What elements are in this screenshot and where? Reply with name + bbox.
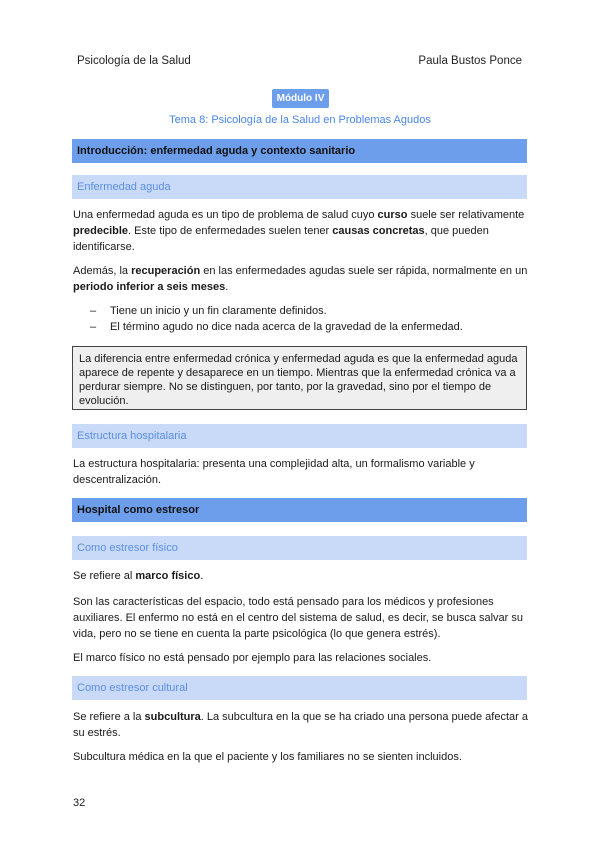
bold-term: predecible xyxy=(73,225,129,237)
subheading-estructura-hospitalaria: Estructura hospitalaria xyxy=(72,424,527,448)
header-course-title: Psicología de la Salud xyxy=(77,55,191,67)
paragraph-hospital-structure: La estructura hospitalaria: presenta una complejidad alta, un formalismo variable y descentralización. xyxy=(73,458,475,486)
paragraph-social: El marco físico no está pensado por ejemplo para las relaciones sociales. xyxy=(73,652,432,664)
bullet-list xyxy=(90,303,530,335)
bold-term: recuperación xyxy=(131,265,201,277)
paragraph-space: Son las características del espacio, todo está pensado para los médicos y profesiones auxiliares. El enfermo no está en el centro del sistema de salud, es decir, se busca salvar su vida, pero no se tiene en cuenta la parte psicológica (lo que genera estrés). xyxy=(73,596,524,640)
subheading-enfermedad-aguda: Enfermedad aguda xyxy=(72,175,527,199)
bold-term: periodo inferior a seis meses xyxy=(73,281,226,293)
page-number: 32 xyxy=(73,797,86,809)
note-box: La diferencia entre enfermedad crónica y enfermedad aguda es que la enfermedad aguda aparece de repente y desaparece en un tiempo. Mientras que la enfermedad crónica va a perdurar siempre. No se distinguen, por tanto, por la gravedad, sino por el tiempo de evolución. xyxy=(72,346,527,410)
list-item: – Tiene un inicio y un fin claramente definidos. xyxy=(90,303,530,319)
bold-term: marco físico xyxy=(135,570,201,582)
bold-term: curso xyxy=(377,209,408,221)
paragraph-subculture: Se refiere a la subcultura. La subcultura en la que se ha criado una persona puede afectar a su estrés. xyxy=(73,711,528,739)
topic-title: Tema 8: Psicología de la Salud en Problemas Agudos xyxy=(169,114,431,126)
paragraph-physical-frame: Se refiere al marco físico. xyxy=(73,570,204,582)
list-item: – El término agudo no dice nada acerca de la gravedad de la enfermedad. xyxy=(90,319,530,335)
bold-term: subcultura xyxy=(144,711,201,723)
section-heading-intro: Introducción: enfermedad aguda y contexto sanitario xyxy=(72,139,527,163)
section-heading-hospital-estresor: Hospital como estresor xyxy=(72,498,527,522)
header-author: Paula Bustos Ponce xyxy=(418,55,522,67)
paragraph-recovery: Además, la recuperación en las enfermedades agudas suele ser rápida, normalmente en un periodo inferior a seis meses. xyxy=(73,265,528,293)
paragraph-definition: Una enfermedad aguda es un tipo de problema de salud cuyo curso suele ser relativamente predecible. Este tipo de enfermedades suelen tener causas concretas, que pueden identificarse. xyxy=(73,209,525,253)
subheading-estresor-cultural: Como estresor cultural xyxy=(72,676,527,700)
module-badge: Módulo IV xyxy=(272,89,329,108)
paragraph-medical-subculture: Subcultura médica en la que el paciente y los familiares no se sienten incluidos. xyxy=(73,751,462,763)
subheading-estresor-fisico: Como estresor físico xyxy=(72,536,527,560)
bold-term: causas concretas xyxy=(332,225,425,237)
